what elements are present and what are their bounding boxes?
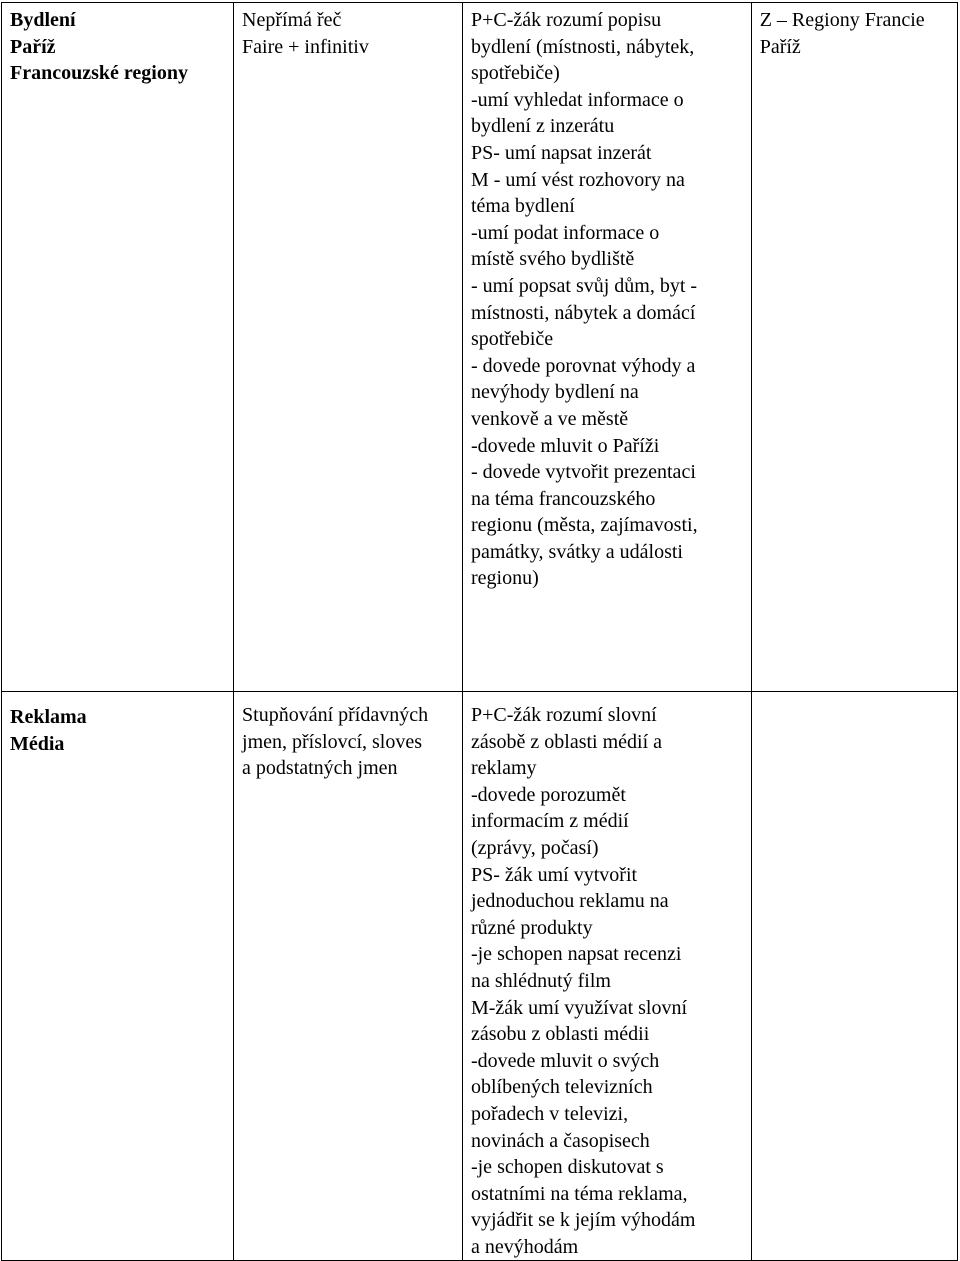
outcome-line: ostatními na téma reklama, (470, 1182, 688, 1205)
outcome-line: spotřebiče) (470, 62, 560, 85)
outcome-line: venkově a ve městě (470, 407, 629, 430)
outcome-line: PS- umí napsat inzerát (470, 141, 652, 164)
topic-line: Paříž (10, 35, 56, 58)
cross-curricular-cell (751, 692, 957, 1261)
grammar-line: a podstatných jmen (242, 757, 398, 780)
outcome-line: a nevýhodám (470, 1235, 579, 1258)
outcome-line: -dovede mluvit o Paříži (470, 434, 660, 457)
outcomes-cell (462, 692, 751, 1261)
curriculum-table (1, 2, 958, 1261)
outcome-line: -dovede porozumět (470, 783, 626, 806)
topic-line: Média (10, 732, 65, 755)
grammar-line: jmen, příslovcí, sloves (242, 730, 423, 753)
outcome-line: P+C-žák rozumí slovní (470, 704, 657, 726)
grammar-line: Stupňování přídavných (242, 704, 429, 726)
topic-line: Reklama (10, 706, 87, 728)
outcome-line: M-žák umí využívat slovní (470, 996, 688, 1019)
outcome-line: - umí popsat svůj dům, byt - (470, 274, 698, 297)
outcome-line: pořadech v televizi, (470, 1102, 629, 1125)
outcome-line: památky, svátky a události (470, 540, 683, 563)
outcome-line: -umí podat informace o (470, 221, 660, 244)
grammar-line: Nepřímá řeč (242, 9, 342, 31)
topic-cell (2, 692, 234, 1261)
outcome-line: - dovede porovnat výhody a (470, 354, 696, 377)
outcome-line: místnosti, nábytek a domácí (470, 301, 696, 324)
outcome-line: reklamy (470, 757, 537, 780)
outcome-line: regionu (města, zajímavosti, (470, 514, 698, 537)
outcome-line: místě svého bydliště (470, 248, 635, 271)
outcome-line: -je schopen napsat recenzi (470, 943, 682, 966)
outcome-line: M - umí vést rozhovory na (470, 168, 685, 191)
cross-curricular-cell (751, 3, 957, 692)
grammar-cell (234, 3, 463, 692)
outcome-line: novinách a časopisech (470, 1129, 650, 1152)
table-row (2, 3, 958, 692)
outcome-line: PS- žák umí vytvořit (470, 863, 638, 886)
outcome-line: jednoduchou reklamu na (470, 890, 669, 913)
outcome-line: regionu) (470, 567, 539, 590)
outcome-line: -je schopen diskutovat s (470, 1156, 664, 1179)
outcome-line: P+C-žák rozumí popisu (470, 9, 662, 31)
topic-line: Bydlení (10, 9, 76, 31)
table-row (2, 692, 958, 1261)
cross-curricular-line: Paříž (759, 35, 801, 58)
outcome-line: bydlení z inzerátu (470, 115, 615, 138)
outcome-line: na shlédnutý film (470, 969, 611, 992)
outcome-line: bydlení (místnosti, nábytek, (470, 35, 695, 58)
grammar-line: Faire + infinitiv (242, 35, 369, 58)
cross-curricular-line: Z – Regiony Francie (759, 9, 925, 31)
outcome-line: na téma francouzského (470, 487, 656, 510)
grammar-cell (234, 692, 463, 1261)
outcome-line: spotřebiče (470, 328, 554, 351)
outcome-line: zásobu z oblasti médii (470, 1023, 650, 1046)
outcome-line: zásobě z oblasti médií a (470, 730, 663, 753)
outcomes-cell (462, 3, 751, 692)
outcome-line: vyjádřit se k jejím výhodám (470, 1209, 696, 1232)
outcome-line: téma bydlení (470, 195, 575, 218)
outcome-line: různé produkty (470, 916, 593, 939)
topic-line: Francouzské regiony (10, 62, 188, 85)
outcome-line: - dovede vytvořit prezentaci (470, 461, 696, 484)
outcome-line: -umí vyhledat informace o (470, 88, 684, 111)
outcome-line: informacím z médií (470, 810, 629, 833)
outcome-line: nevýhody bydlení na (470, 381, 639, 404)
outcome-line: (zprávy, počasí) (470, 836, 599, 859)
outcome-line: -dovede mluvit o svých (470, 1049, 660, 1072)
topic-cell (2, 3, 234, 692)
outcome-line: oblíbených televizních (470, 1076, 653, 1099)
